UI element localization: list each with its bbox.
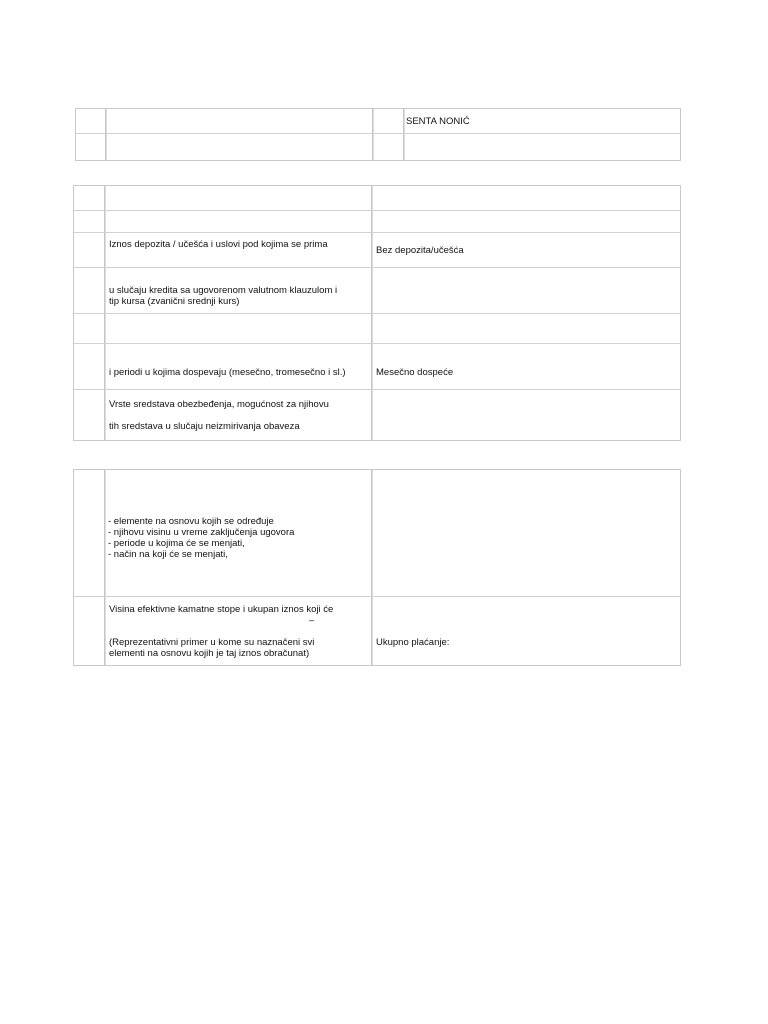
eks-dash: – xyxy=(309,615,315,626)
column-divider xyxy=(104,470,106,665)
table-row xyxy=(74,313,680,314)
eks-note-line: elementi na osnovu kojih je taj iznos obračunat) xyxy=(109,648,310,659)
collateral-line: tih sredstava u slučaju neizmirivanja obaveza xyxy=(109,421,300,432)
total-label: Ukupno plaćanje: xyxy=(376,637,450,648)
elements-line: - njihovu visinu u vreme zaključenja ugovora xyxy=(108,527,295,538)
maturity-value: Mesečno dospeće xyxy=(376,367,454,378)
column-divider xyxy=(403,109,405,160)
currency-clause-line: u slučaju kredita sa ugovorenom valutnom klauzulom i xyxy=(109,285,338,296)
table-row xyxy=(74,389,680,390)
deposit-value: Bez depozita/učešća xyxy=(376,245,464,256)
eks-note-line: (Reprezentativni primer u kome su naznačeni svi xyxy=(109,637,315,648)
maturity-label: i periodi u kojima dospevaju (mesečno, tromesečno i sl.) xyxy=(109,367,346,378)
elements-line: - elemente na osnovu kojih se određuje xyxy=(108,516,274,527)
eks-label: Visina efektivne kamatne stope i ukupan iznos koji će xyxy=(109,604,334,615)
table-row xyxy=(74,267,680,268)
elements-line: - periode u kojima će se menjati, xyxy=(108,538,245,549)
column-divider xyxy=(371,470,373,665)
table-row xyxy=(74,232,680,233)
table-row xyxy=(74,596,680,597)
collateral-line: Vrste sredstava obezbeđenja, mogućnost za njihovu xyxy=(109,399,329,410)
name-value: SENTA NONIĆ xyxy=(406,116,470,127)
column-divider xyxy=(372,109,374,160)
currency-clause-line: tip kursa (zvanični srednji kurs) xyxy=(109,296,240,307)
table-row xyxy=(74,343,680,344)
header-table xyxy=(75,108,681,161)
terms-table xyxy=(73,185,681,441)
elements-line: - način na koji će se menjati, xyxy=(108,549,228,560)
table-row xyxy=(74,210,680,211)
deposit-label: Iznos depozita / učešća i uslovi pod kojima se prima xyxy=(109,239,328,250)
table-row xyxy=(76,133,680,134)
column-divider xyxy=(105,109,107,160)
rate-table xyxy=(73,469,681,666)
